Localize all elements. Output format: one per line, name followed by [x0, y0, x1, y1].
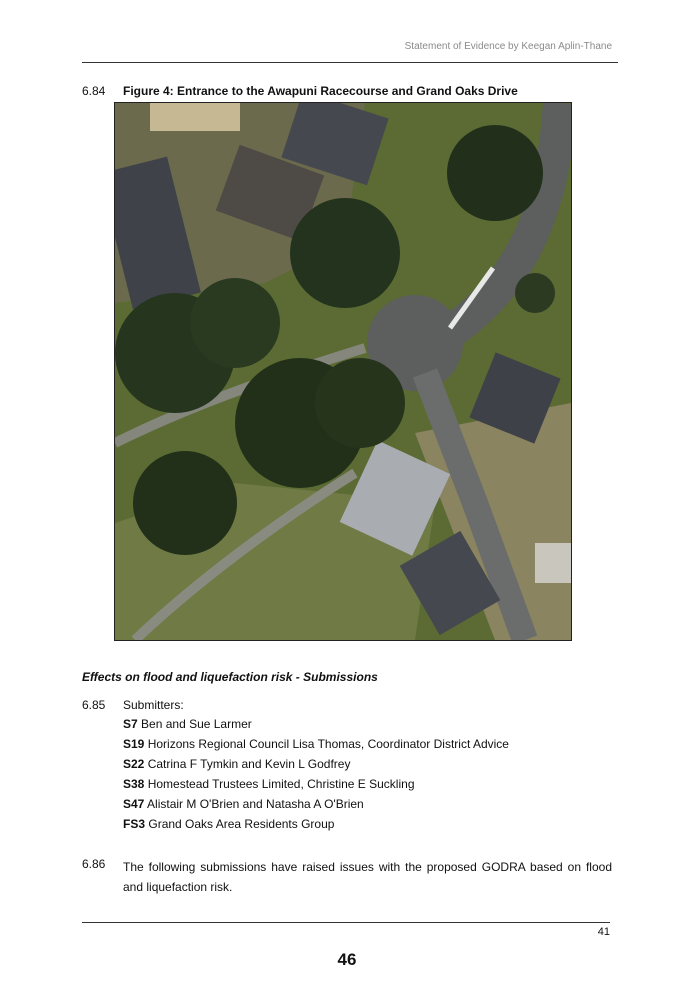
header-rule	[82, 62, 618, 63]
house-roof	[150, 103, 240, 131]
submitter-name: Homestead Trustees Limited, Christine E Suckling	[147, 777, 415, 791]
house-roof	[535, 543, 571, 583]
submitter-line	[123, 757, 350, 771]
submitters-intro: Submitters:	[123, 698, 184, 712]
para-686-text: The following submissions have raised issues with the proposed GODRA based on flood and liquefaction risk.	[123, 860, 612, 894]
submitter-line	[123, 817, 334, 831]
tree-canopy	[315, 358, 405, 448]
tree-canopy	[515, 273, 555, 313]
header-text: Statement of Evidence by Keegan Aplin-Thane	[404, 41, 612, 52]
aerial-photo-figure	[114, 102, 572, 641]
para-686-number: 6.86	[82, 857, 106, 871]
submitter-line	[123, 797, 364, 811]
submitter-id: S7	[123, 717, 138, 731]
page-number: 41	[597, 926, 610, 938]
submitter-line	[123, 777, 415, 791]
submitter-id: S38	[123, 777, 145, 791]
submitter-id: S47	[123, 797, 145, 811]
submitter-name: Horizons Regional Council Lisa Thomas, Coordinator District Advice	[147, 737, 509, 751]
section-heading: Effects on flood and liquefaction risk - Submissions	[82, 670, 378, 684]
submitter-id: S19	[123, 737, 145, 751]
submitter-line	[123, 737, 509, 751]
tree-canopy	[290, 198, 400, 308]
tree-canopy	[133, 451, 237, 555]
figure-caption: Figure 4: Entrance to the Awapuni Racecourse and Grand Oaks Drive	[123, 84, 518, 98]
page-stamp: 46	[337, 950, 357, 969]
submitter-name: Catrina F Tymkin and Kevin L Godfrey	[147, 757, 351, 771]
submitter-name: Alistair M O'Brien and Natasha A O'Brien	[147, 797, 364, 811]
submitter-name: Ben and Sue Larmer	[141, 717, 252, 731]
tree-canopy	[447, 125, 543, 221]
submitter-id: FS3	[123, 817, 146, 831]
footer-rule	[82, 922, 610, 923]
para-685-number: 6.85	[82, 698, 106, 712]
submitter-name: Grand Oaks Area Residents Group	[148, 817, 335, 831]
submitter-id: S22	[123, 757, 145, 771]
aerial-photo	[115, 103, 571, 640]
figure-para-number: 6.84	[82, 84, 106, 98]
tree-canopy	[190, 278, 280, 368]
submitter-line	[123, 717, 252, 731]
